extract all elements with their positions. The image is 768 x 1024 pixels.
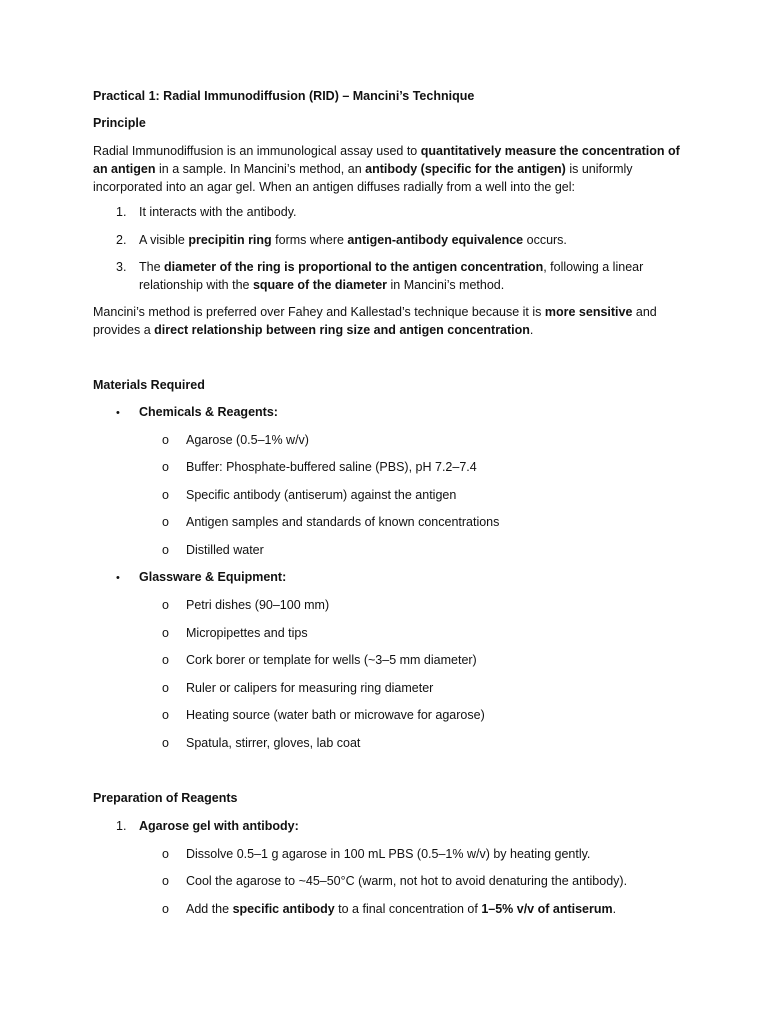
prep-text: . (612, 902, 617, 916)
step-text: occurs. (523, 233, 567, 247)
closing-text-1: Mancini’s method is preferred over Fahey and Kallestad’s technique because it is (93, 305, 545, 319)
intro-text-2: in a sample. In Mancini’s method, an (155, 162, 366, 176)
preparation-item (186, 872, 627, 890)
principle-closing-paragraph (93, 303, 683, 339)
bullet-glyph: • (116, 572, 120, 584)
step-text: It interacts with the antibody. (139, 205, 297, 219)
materials-item: Spatula, stirrer, gloves, lab coat (186, 736, 361, 750)
step-bold: square of the diameter (252, 278, 388, 292)
step-text: in Mancini’s method. (387, 278, 505, 292)
principle-step-text (139, 203, 297, 221)
prep-text: Add the (186, 902, 233, 916)
materials-item: Ruler or calipers for measuring ring diameter (186, 681, 434, 695)
document-title: Practical 1: Radial Immunodiffusion (RID) – Mancini’s Technique (93, 89, 475, 103)
principle-step-number: 2. (116, 233, 127, 247)
principle-heading: Principle (93, 116, 146, 130)
intro-bold-2: antibody (specific for the antigen) (365, 162, 566, 176)
materials-group-label: Glassware & Equipment: (139, 570, 287, 584)
sub-bullet-glyph: o (162, 653, 169, 667)
principle-step-text-continued (139, 276, 504, 294)
sub-bullet-glyph: o (162, 708, 169, 722)
sub-bullet-glyph: o (162, 433, 169, 447)
step-bold: precipitin ring (188, 233, 272, 247)
materials-group-label: Chemicals & Reagents: (139, 405, 278, 419)
materials-heading: Materials Required (93, 378, 205, 392)
sub-bullet-glyph: o (162, 460, 169, 474)
step-text: The (139, 260, 165, 274)
intro-bold-1: quantitatively measure the concentration of an antigen (93, 144, 680, 176)
materials-item: Petri dishes (90–100 mm) (186, 598, 330, 612)
sub-bullet-glyph: o (162, 598, 169, 612)
materials-item: Antigen samples and standards of known concentrations (186, 515, 500, 529)
preparation-heading: Preparation of Reagents (93, 791, 238, 805)
principle-intro-paragraph (93, 142, 683, 196)
step-bold: diameter of the ring is proportional to the antigen concentration (164, 260, 544, 274)
materials-item: Specific antibody (antiserum) against the antigen (186, 488, 457, 502)
preparation-item (186, 845, 590, 863)
principle-step-number: 1. (116, 205, 127, 219)
sub-bullet-glyph: o (162, 874, 169, 888)
closing-bold-1: more sensitive (544, 305, 633, 319)
sub-bullet-glyph: o (162, 681, 169, 695)
sub-bullet-glyph: o (162, 847, 169, 861)
prep-bold: 1–5% v/v of antiserum (481, 902, 613, 916)
step-text: forms where (271, 233, 348, 247)
preparation-step-label: Agarose gel with antibody: (139, 819, 299, 833)
sub-bullet-glyph: o (162, 543, 169, 557)
materials-item: Distilled water (186, 543, 264, 557)
prep-text: to a final concentration of (334, 902, 482, 916)
sub-bullet-glyph: o (162, 488, 169, 502)
principle-step-text (139, 231, 567, 249)
step-bold: antigen-antibody equivalence (347, 233, 524, 247)
closing-bold-2: direct relationship between ring size and antigen concentration (154, 323, 530, 337)
materials-item: Micropipettes and tips (186, 626, 308, 640)
closing-text-2: and provides a (93, 305, 657, 337)
materials-item: Agarose (0.5–1% w/v) (186, 433, 309, 447)
principle-step-number: 3. (116, 260, 127, 274)
sub-bullet-glyph: o (162, 626, 169, 640)
step-text: A visible (139, 233, 189, 247)
preparation-item (186, 900, 616, 918)
bullet-glyph: • (116, 407, 120, 419)
prep-bold: specific antibody (232, 902, 335, 916)
prep-text: Cool the agarose to ~45–50°C (warm, not hot to avoid denaturing the antibody). (186, 874, 628, 888)
closing-text-3: . (529, 323, 534, 337)
materials-item: Buffer: Phosphate-buffered saline (PBS), pH 7.2–7.4 (186, 460, 477, 474)
intro-text-1: Radial Immunodiffusion is an immunological assay used to (93, 144, 421, 158)
prep-text: Dissolve 0.5–1 g agarose in 100 mL PBS (0.5–1% w/v) by heating gently. (186, 847, 591, 861)
materials-item: Cork borer or template for wells (~3–5 mm diameter) (186, 653, 477, 667)
materials-item: Heating source (water bath or microwave for agarose) (186, 708, 485, 722)
step-text: , following a linear (543, 260, 644, 274)
intro-text-3: is uniformly incorporated into an agar gel. When an antigen diffuses radially from a well into the gel: (93, 162, 633, 194)
step-text: relationship with the (139, 278, 253, 292)
preparation-step-number: 1. (116, 819, 127, 833)
sub-bullet-glyph: o (162, 736, 169, 750)
sub-bullet-glyph: o (162, 902, 169, 916)
sub-bullet-glyph: o (162, 515, 169, 529)
principle-step-text (139, 258, 643, 276)
